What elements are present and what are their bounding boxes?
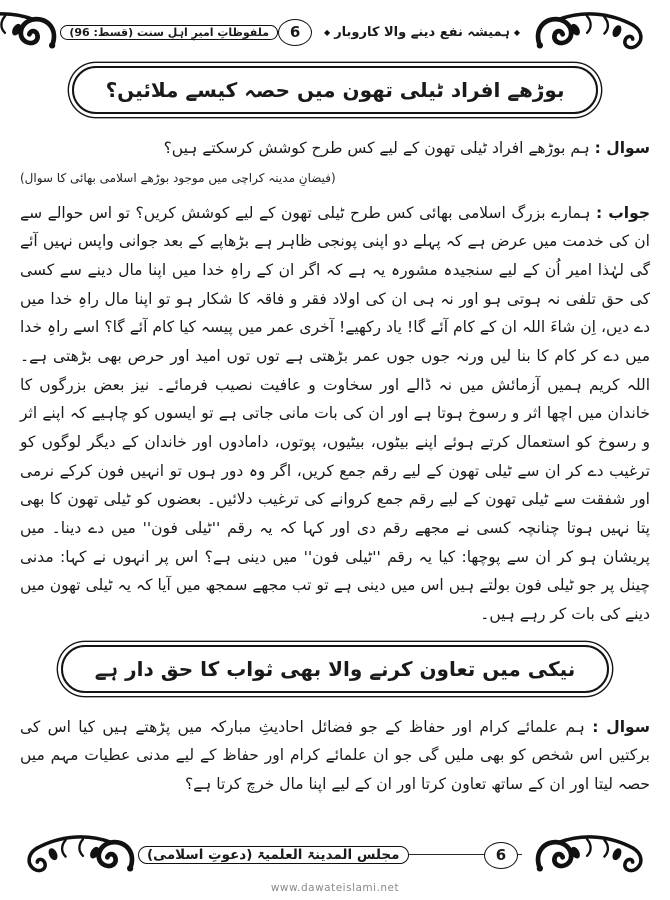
question-text: ہم بوڑھے افراد ٹیلی تھون کے لیے کس طرح کوشش کرسکتے ہیں؟ <box>163 139 595 157</box>
section-heading-reward: نیکی میں تعاون کرنے والا بھی ثواب کا حق دار ہے <box>61 645 610 693</box>
diamond-separator-icon: ◆ <box>513 27 520 37</box>
question-label: سوال : <box>592 717 650 736</box>
header-series-title <box>312 25 532 40</box>
question-paragraph <box>20 134 650 163</box>
header-band <box>20 8 650 56</box>
corner-ornament-icon <box>0 12 60 52</box>
corner-ornament-icon <box>532 12 650 52</box>
diamond-separator-icon: ◆ <box>324 27 331 37</box>
corner-ornament-icon <box>20 835 138 875</box>
footer-url: www.dawateislami.net <box>270 882 400 894</box>
answer-text: ہمارے بزرگ اسلامی بھائی کس طرح ٹیلی تھون کے لیے کوشش کریں؟ تو اس حوالے سے ان کی خدمت میں عرض ہے کہ پہلے دو اپنی پونجی ظاہر ہے بڑھاپے کے بعد جوانی واپس نہیں آئے گی لہٰذا امیر اُن کے لیے سنجیدہ مشورہ یہ ہے کہ اگر ان کے راہِ خدا میں اپنا مال دینے سے کسی کی حق تلفی نہ ہوتی ہو اور نہ ہی ان کی اولاد فقر و فاقہ کا شکار ہو تو اپنا مال راہِ خدا میں دے دیں، اِن شاءَ اللہ ان کے کام آئے گا! یاد رکھیے! آخری عمر میں پیسہ کیا کام آئے گا؟ اسے راہِ خدا میں دے کر کام کا بنا لیں ورنہ جوں جوں عمر بڑھتی ہے توں توں امید اور حرص بھی بڑھتی ہے۔ اللہ کریم ہمیں آزمائش میں نہ ڈالے اور سخاوت و عافیت نصیب فرمائے۔ نیز بعض بزرگوں کا خاندان میں اچھا اثر و رسوخ ہوتا ہے اور ان کی بات مانی جاتی ہے تو ایسوں کو چاہیے کہ اپنے اثر و رسوخ کو استعمال کرتے ہوئے اپنے بیٹوں، بیٹیوں، پوتوں، دامادوں اور خاندان کے دیگر لوگوں کو ترغیب دے کر ان سے ٹیلی تھون کے لیے رقم جمع کریں، اگر وہ دور ہوں تو انہیں فون کرکے نرمی اور شفقت سے ٹیلی تھون کے لیے رقم جمع کروانے کی ترغیب دلائیں۔ بعضوں کو ٹیلی تھون کا بھی پتا نہیں ہوتا چنانچہ کسی نے مجھے رقم دی اور کہا کہ یہ رقم ''ٹیلی فون'' میں دے دینا۔ میں پریشان ہو کر ان سے پوچھا: کیا یہ رقم ''ٹیلی فون'' میں دینی ہے؟ اس پر انہوں نے کہا: مدنی چینل پر جو ٹیلی فون بولتے ہیں اس میں دینی ہے تو تب مجھے سمجھ میں آیا کہ یہ ٹیلی تھون میں دینے کی بات کر رہے ہیں۔ <box>20 203 650 624</box>
answer-paragraph <box>20 199 650 629</box>
section-heading-telethon: بوڑھے افراد ٹیلی تھون میں حصہ کیسے ملائیں؟ <box>72 66 599 114</box>
header-title-text: ہمیشہ نفع دینے والا کاروبار <box>334 24 510 40</box>
header-page-number-badge: 6 <box>278 19 312 46</box>
footer-page-number-badge: 6 <box>484 842 518 869</box>
question-attribution: (فیضانِ مدینہ کراچی میں موجود بوڑھے اسلامی بھائی کا سوال) <box>20 170 336 185</box>
header-episode-box: ملفوظاتِ امیرِ اہلِ سنت (قسط: 96) <box>60 25 278 40</box>
footer-band <box>20 831 650 879</box>
footer <box>20 831 650 894</box>
question-paragraph <box>20 713 650 799</box>
corner-ornament-icon <box>532 835 650 875</box>
question-label: سوال : <box>594 139 650 157</box>
footer-imprint-box: مجلس المدینۃ العلمیۃ (دعوتِ اسلامی) <box>138 846 409 864</box>
answer-label: جواب : <box>596 203 650 222</box>
question-text: ہم علمائے کرام اور حفاظ کے جو فضائل احادیثِ مبارکہ میں پڑھتے ہیں کیا اس کی برکتیں اس شخص کو بھی ملیں گی جو ان علمائے کرام اور حفاظ کے لیے مدنی عطیات مہم میں حصہ لیتا اور ان کے ساتھ تعاون کرتا اور ان کے لیے اپنا مال خرچ کرتا ہے؟ <box>20 717 650 794</box>
